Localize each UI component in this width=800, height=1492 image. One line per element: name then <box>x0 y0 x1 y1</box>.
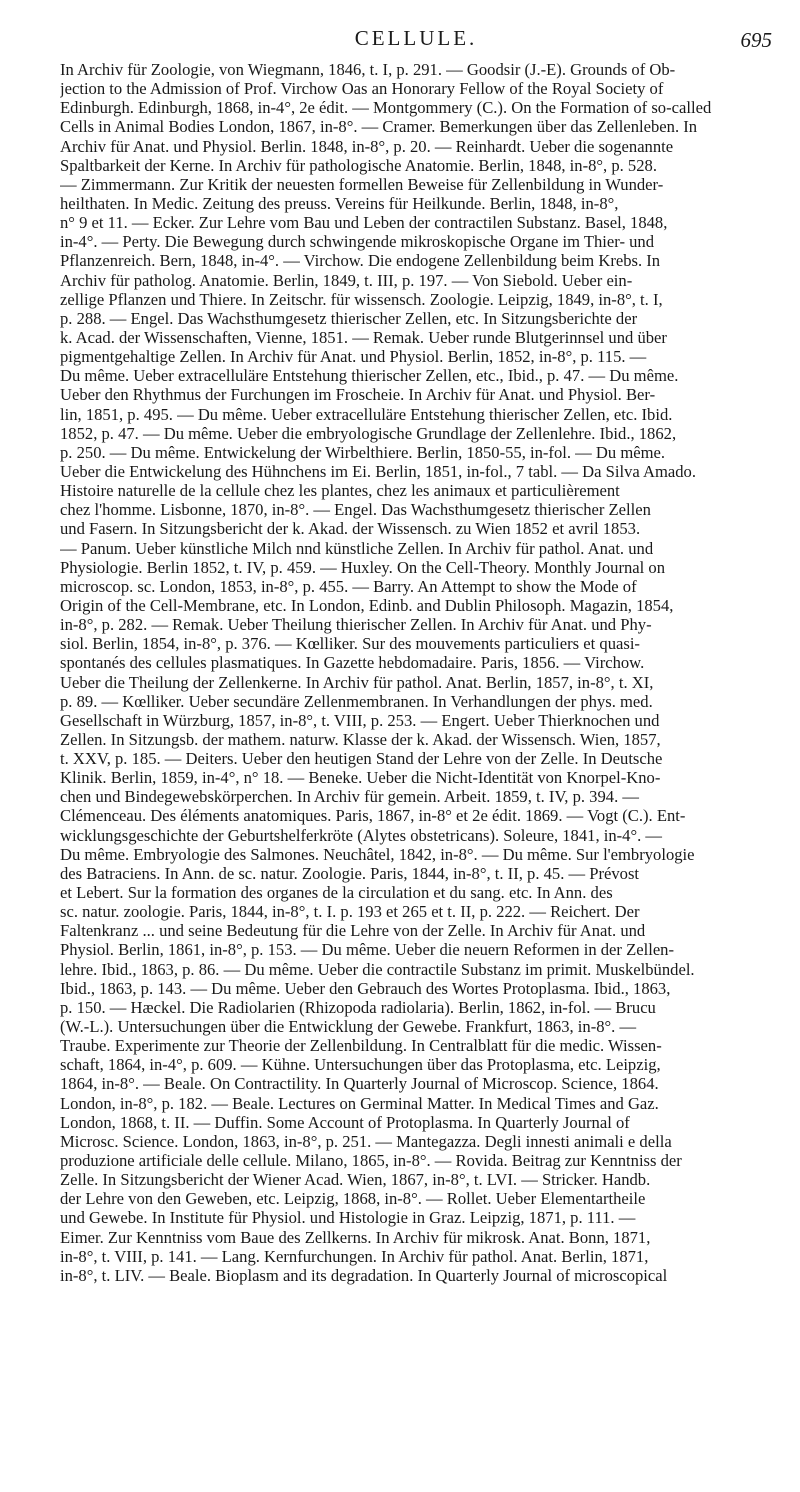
text-line: Clémenceau. Des éléments anatomiques. Paris, 1867, in-8° et 2e édit. 1869. — Vogt (C.). Ent- <box>60 806 686 826</box>
running-title: CELLULE. <box>354 26 478 50</box>
text-line: In Archiv für Zoologie, von Wiegmann, 1846, t. I, p. 291. — Goodsir (J.-E). Grounds of Ob- <box>60 60 676 79</box>
text-line: Zelle. In Sitzungsbericht der Wiener Acad. Wien, 1867, in-8°, t. LVI. — Stricker. Handb. <box>60 1170 651 1190</box>
text-line: Physiologie. Berlin 1852, t. IV, p. 459. — Huxley. On the Cell-Theory. Monthly Journal on <box>60 557 666 577</box>
text-line: Edinburgh. Edinburgh, 1868, in-4°, 2e édit. — Montgommery (C.). On the Formation of so-called <box>60 98 712 118</box>
text-line: 1852, p. 47. — Du même. Ueber die embryologische Grundlage der Zellenlehre. Ibid., 1862, <box>60 423 677 443</box>
text-line: et Lebert. Sur la formation des organes de la circulation et du sang. etc. In Ann. des <box>60 883 613 903</box>
text-line: Ueber die Theilung der Zellenkerne. In Archiv für pathol. Anat. Berlin, 1857, in-8°, t. XI, <box>60 672 654 692</box>
text-line: in-8°, t. VIII, p. 141. — Lang. Kernfurchungen. In Archiv für pathol. Anat. Berlin, 1871, <box>60 1246 649 1266</box>
text-line: lehre. Ibid., 1863, p. 86. — Du même. Ueber die contractile Substanz im primit. Muskelbündel. <box>60 959 695 979</box>
text-line: und Fasern. In Sitzungsbericht der k. Akad. der Wissensch. zu Wien 1852 et avril 1853. <box>60 519 641 539</box>
text-line: und Gewebe. In Institute für Physiol. und Histologie in Graz. Leipzig, 1871, p. 111. — <box>60 1208 636 1228</box>
text-line: — Zimmermann. Zur Kritik der neuesten formellen Beweise für Zellenbildung in Wunder- <box>60 174 664 194</box>
text-line: Faltenkranz ... und seine Bedeutung für die Lehre von der Zelle. In Archiv für Anat. und <box>60 921 646 941</box>
text-line: p. 150. — Hæckel. Die Radiolarien (Rhizopoda radiolaria). Berlin, 1862, in-fol. — Brucu <box>60 997 656 1017</box>
text-line: wicklungsgeschichte der Geburtshelferkröte (Alytes obstetricans). Soleure, 1841, in-4°. — <box>60 825 663 845</box>
text-line: 1864, in-8°. — Beale. On Contractility. In Quarterly Journal of Microscop. Science, 1864. <box>60 1074 659 1094</box>
text-line: Gesellschaft in Würzburg, 1857, in-8°, t. VIII, p. 253. — Engert. Ueber Thierknochen und <box>60 710 660 730</box>
text-line: in-8°, t. LIV. — Beale. Bioplasm and its degradation. In Quarterly Journal of microscopical <box>60 1265 668 1285</box>
text-line: Eimer. Zur Kenntniss vom Baue des Zellkerns. In Archiv für mikrosk. Anat. Bonn, 1871, <box>60 1227 651 1247</box>
text-line: Microsc. Science. London, 1863, in-8°, p. 251. — Mantegazza. Degli innesti animali e della <box>60 1131 672 1151</box>
text-line: Du même. Ueber extracelluläre Entstehung thierischer Zellen, etc., Ibid., p. 47. — Du même. <box>60 366 679 386</box>
text-line: microscop. sc. London, 1853, in-8°, p. 455. — Barry. An Attempt to show the Mode of <box>60 576 637 596</box>
text-line: in-8°, p. 282. — Remak. Ueber Theilung thierischer Zellen. In Archiv für Anat. und Phy- <box>60 615 652 635</box>
text-line: t. XXV, p. 185. — Deiters. Ueber den heutigen Stand der Lehre von der Zelle. In Deutsche <box>60 749 663 769</box>
text-line: Archiv für patholog. Anatomie. Berlin, 1849, t. III, p. 197. — Von Siebold. Ueber ein- <box>60 270 633 290</box>
text-line: pigmentgehaltige Zellen. In Archiv für Anat. und Physiol. Berlin, 1852, in-8°, p. 115. — <box>60 347 647 367</box>
text-line: heilthaten. In Medic. Zeitung des preuss. Vereins für Heilkunde. Berlin, 1848, in-8°, <box>60 193 619 213</box>
text-line: n° 9 et 11. — Ecker. Zur Lehre vom Bau und Leben der contractilen Substanz. Basel, 1848, <box>60 213 668 233</box>
text-line: Cells in Animal Bodies London, 1867, in-8°. — Cramer. Bemerkungen über das Zellenleben. In <box>60 117 698 137</box>
text-line: Pflanzenreich. Bern, 1848, in-4°. — Virchow. Die endogene Zellenbildung beim Krebs. In <box>60 251 661 271</box>
text-line: Ueber den Rhythmus der Furchungen im Froscheie. In Archiv für Anat. und Physiol. Ber- <box>60 385 656 405</box>
text-line: jection to the Admission of Prof. Virchow Oas an Honorary Fellow of the Royal Society of <box>60 79 664 99</box>
text-line: chen und Bindegewebskörperchen. In Archiv für gemein. Arbeit. 1859, t. IV, p. 394. — <box>60 787 639 807</box>
text-line: — Panum. Ueber künstliche Milch nnd künstliche Zellen. In Archiv für pathol. Anat. und <box>60 538 654 558</box>
text-line: Traube. Experimente zur Theorie der Zellenbildung. In Centralblatt für die medic. Wissen- <box>60 1036 662 1056</box>
text-line: lin, 1851, p. 495. — Du même. Ueber extracelluläre Entstehung thierischer Zellen, etc. Ibid. <box>60 404 673 424</box>
text-line: Klinik. Berlin, 1859, in-4°, n° 18. — Beneke. Ueber die Nicht-Identität von Knorpel-Kno- <box>60 768 661 788</box>
text-line: London, in-8°, p. 182. — Beale. Lectures on Germinal Matter. In Medical Times and Gaz. <box>60 1093 659 1113</box>
bibliography-text <box>60 60 766 1285</box>
text-line: chez l'homme. Lisbonne, 1870, in-8°. — Engel. Das Wachsthumgesetz thierischer Zellen <box>60 500 651 520</box>
text-line: k. Acad. der Wissenschaften, Vienne, 1851. — Remak. Ueber runde Blutgerinnsel und über <box>60 327 667 347</box>
text-line: (W.-L.). Untersuchungen über die Entwicklung der Gewebe. Frankfurt, 1863, in-8°. — <box>60 1017 637 1037</box>
text-line: Du même. Embryologie des Salmones. Neuchâtel, 1842, in-8°. — Du même. Sur l'embryologie <box>60 844 695 864</box>
text-line: siol. Berlin, 1854, in-8°, p. 376. — Kœlliker. Sur des mouvements particuliers et quasi- <box>60 634 640 654</box>
text-line: sc. natur. zoologie. Paris, 1844, in-8°, t. I. p. 193 et 265 et t. II, p. 222. — Reichert. Der <box>60 902 640 922</box>
text-line: Archiv für Anat. und Physiol. Berlin. 1848, in-8°, p. 20. — Reinhardt. Ueber die sogenannte <box>60 136 674 156</box>
text-line: p. 89. — Kœlliker. Ueber secundäre Zellenmembranen. In Verhandlungen der phys. med. <box>60 691 653 711</box>
text-line: produzione artificiale delle cellule. Milano, 1865, in-8°. — Rovida. Beitrag zur Kenntniss der <box>60 1151 682 1171</box>
page-header <box>60 26 772 56</box>
text-line: spontanés des cellules plasmatiques. In Gazette hebdomadaire. Paris, 1856. — Virchow. <box>60 653 645 673</box>
text-line: Zellen. In Sitzungsb. der mathem. naturw. Klasse der k. Akad. der Wissensch. Wien, 1857, <box>60 729 661 749</box>
text-line: p. 250. — Du même. Entwickelung der Wirbelthiere. Berlin, 1850-55, in-fol. — Du même. <box>60 442 666 462</box>
text-line: zellige Pflanzen und Thiere. In Zeitschr. für wissensch. Zoologie. Leipzig, 1849, in-8°, t. I, <box>60 289 663 309</box>
text-line: p. 288. — Engel. Das Wachsthumgesetz thierischer Zellen, etc. In Sitzungsberichte der <box>60 308 638 328</box>
text-line: Physiol. Berlin, 1861, in-8°, p. 153. — Du même. Ueber die neuern Reformen in der Zellen- <box>60 940 675 960</box>
text-line: London, 1868, t. II. — Duffin. Some Account of Protoplasma. In Quarterly Journal of <box>60 1112 630 1132</box>
text-line: des Batraciens. In Ann. de sc. natur. Zoologie. Paris, 1844, in-8°, t. II, p. 45. — Prévost <box>60 863 640 883</box>
page-number: 695 <box>740 28 772 52</box>
text-line: der Lehre von den Geweben, etc. Leipzig, 1868, in-8°. — Rollet. Ueber Elementartheile <box>60 1189 646 1209</box>
text-line: Origin of the Cell-Membrane, etc. In London, Edinb. and Dublin Philosoph. Magazin, 1854, <box>60 595 674 615</box>
text-line: in-4°. — Perty. Die Bewegung durch schwingende mikroskopische Organe im Thier- und <box>60 232 655 252</box>
text-line: Ibid., 1863, p. 143. — Du même. Ueber den Gebrauch des Wortes Protoplasma. Ibid., 1863, <box>60 978 671 998</box>
text-line: Spaltbarkeit der Kerne. In Archiv für pathologische Anatomie. Berlin, 1848, in-8°, p. 528. <box>60 155 657 175</box>
text-line: Histoire naturelle de la cellule chez les plantes, chez les animaux et particulièrement <box>60 481 620 501</box>
text-line: schaft, 1864, in-4°, p. 609. — Kühne. Untersuchungen über das Protoplasma, etc. Leipzig, <box>60 1055 661 1075</box>
text-line: Ueber die Entwickelung des Hühnchens im Ei. Berlin, 1851, in-fol., 7 tabl. — Da Silva Amado. <box>60 461 696 481</box>
